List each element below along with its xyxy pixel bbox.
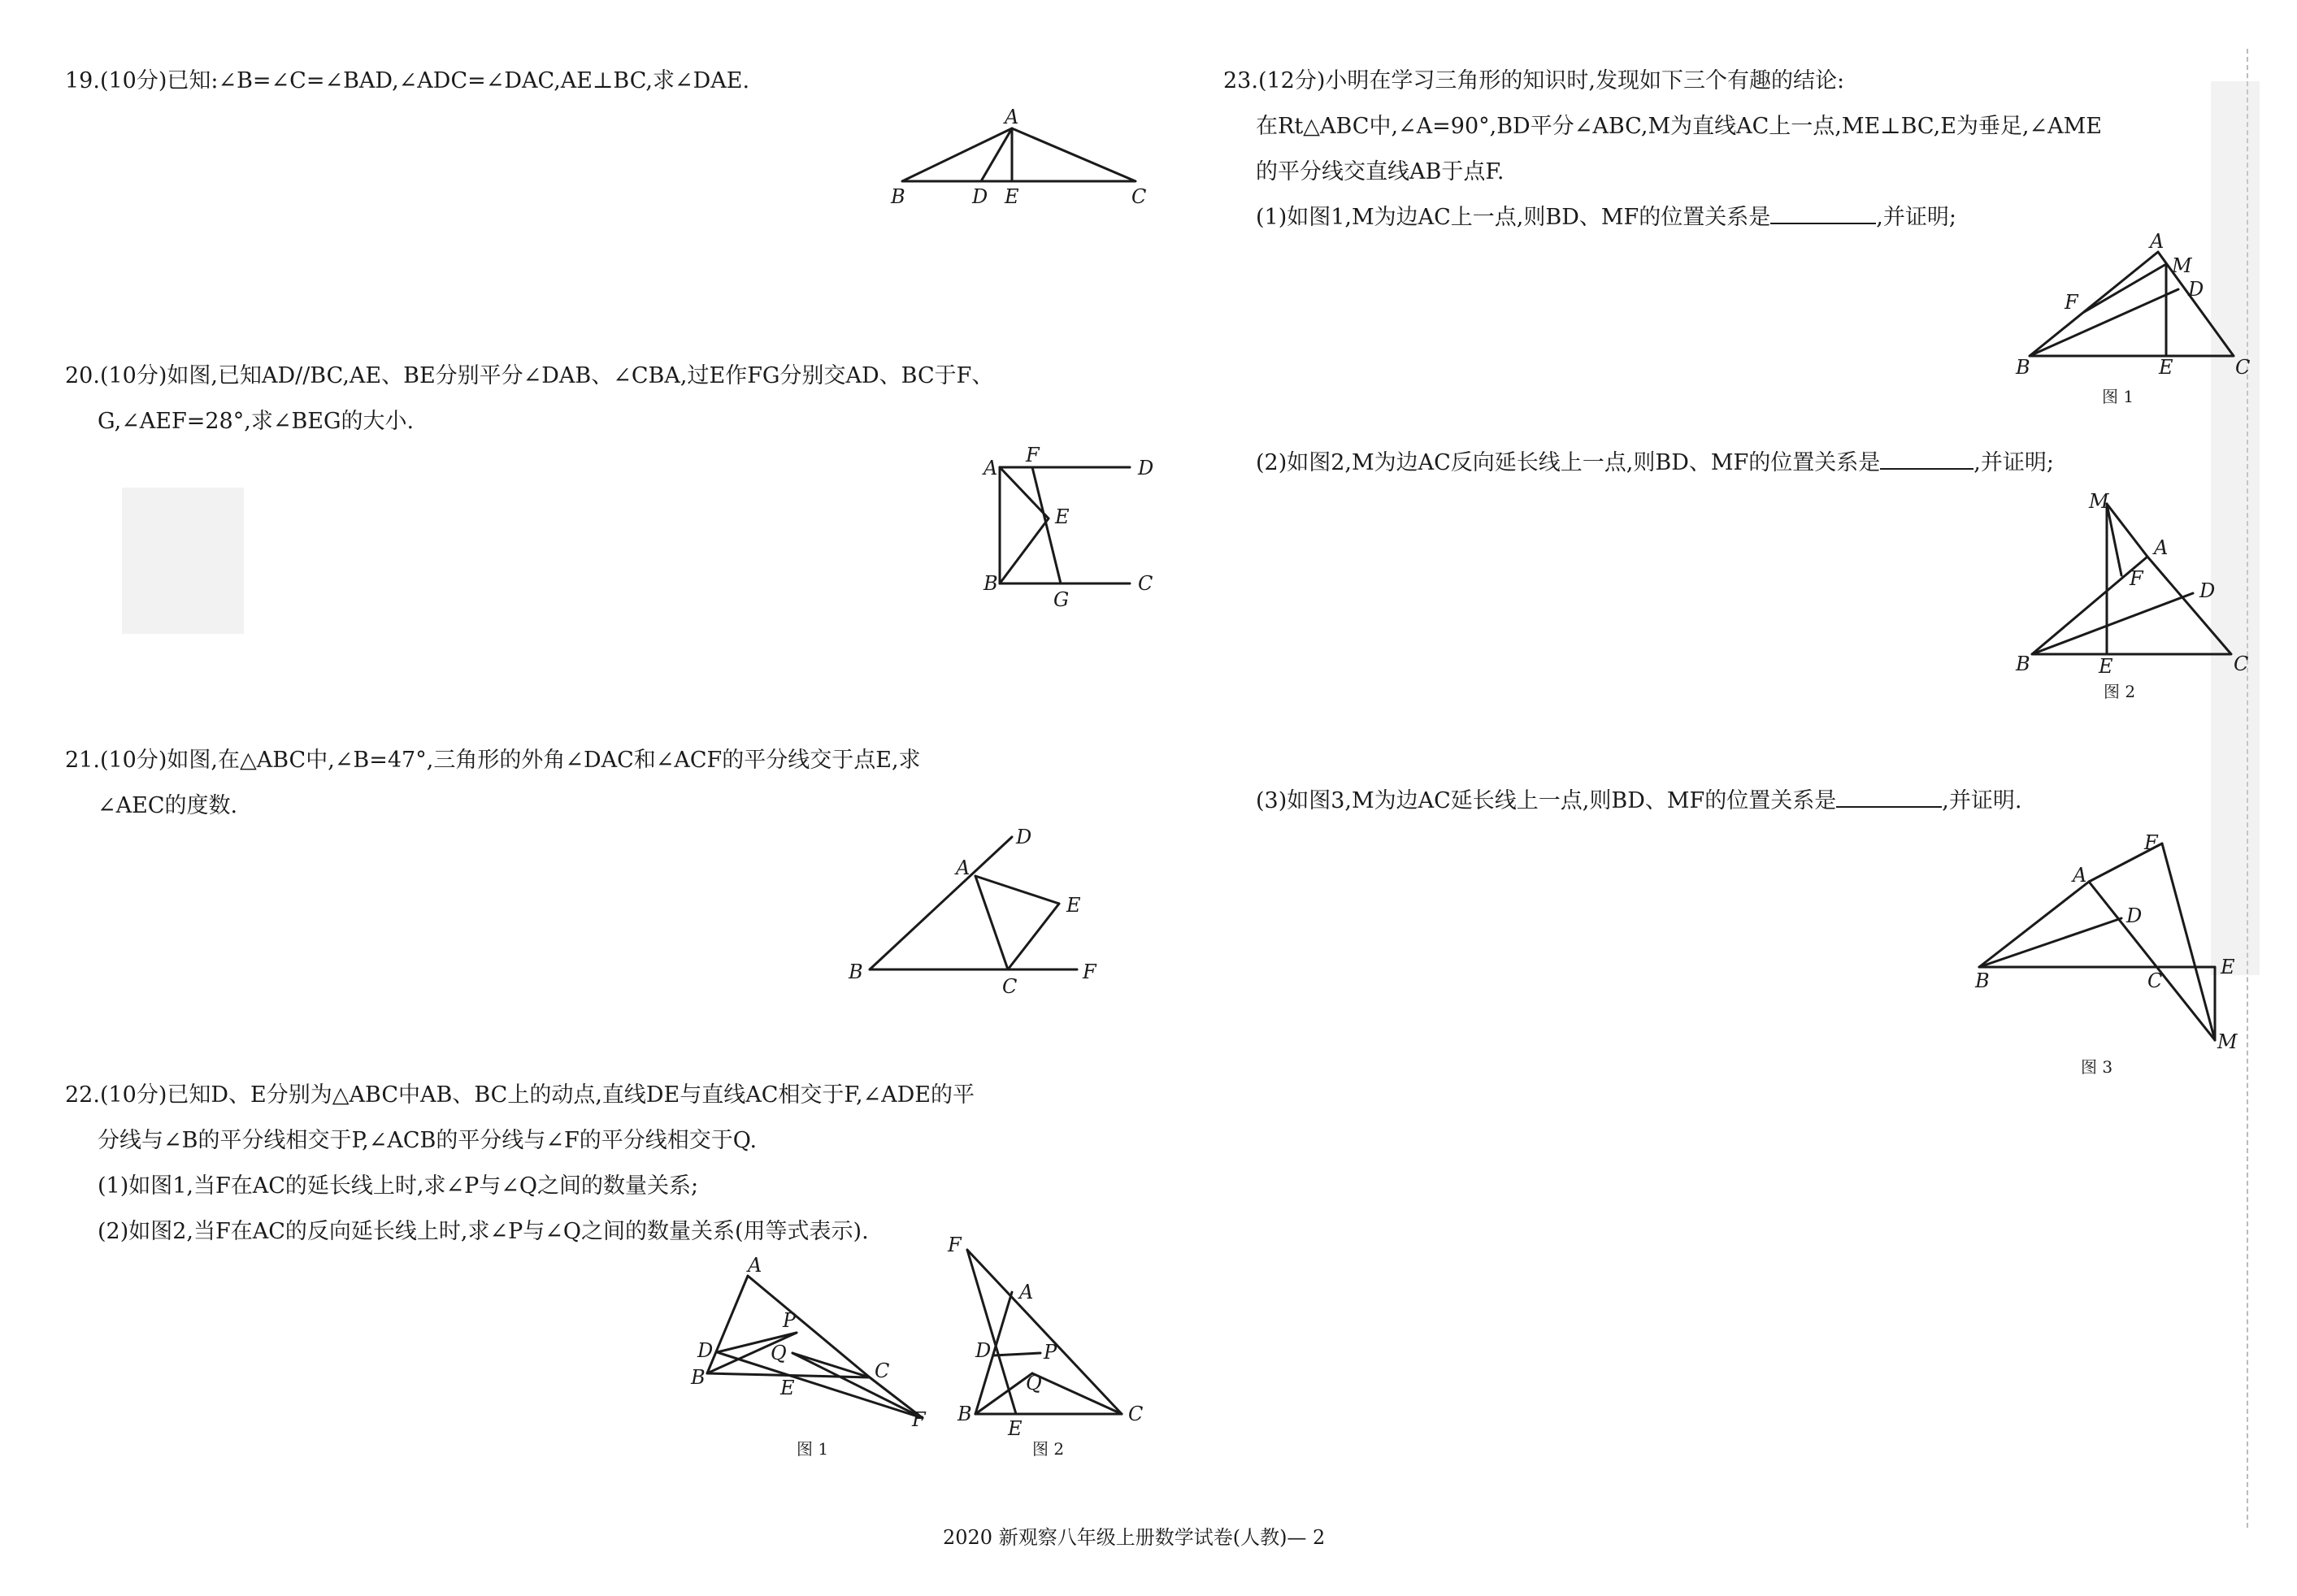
q23-f3-label-B: B: [1975, 969, 1990, 992]
q20-label-C: C: [1138, 572, 1153, 595]
q23-part1-pre: (1)如图1,M为边AC上一点,则BD、MF的位置关系是: [1256, 205, 1771, 230]
q22-f1-label-P: P: [783, 1309, 797, 1332]
q23-f1-label-D: D: [2188, 278, 2204, 301]
q21-label-C: C: [1002, 975, 1018, 998]
q23-f3-segment-BD: [1979, 918, 2121, 967]
q22-f2-label-Q: Q: [1026, 1372, 1042, 1394]
q22-f1-label-A: A: [748, 1254, 762, 1277]
q19-label-A: A: [1005, 106, 1019, 128]
q21-label-F: F: [1083, 961, 1096, 983]
q20-label-A: A: [983, 457, 998, 479]
q23-f1-label-A: A: [2150, 230, 2165, 253]
q23-figure-1: [2008, 228, 2251, 414]
q23-f2-label-M: M: [2089, 490, 2109, 513]
q20-segment-BE: [1000, 518, 1049, 583]
q23-f2-label-A: A: [2154, 536, 2169, 559]
q20-label-D: D: [1138, 457, 1154, 479]
q23-f1-segment-MF: [2084, 264, 2166, 312]
q22-f2-label-P: P: [1044, 1341, 1057, 1364]
q21-label-B: B: [849, 961, 863, 983]
question-19-text: 19.(10分)已知:∠B=∠C=∠BAD,∠ADC=∠DAC,AE⊥BC,求∠DAE.: [65, 68, 750, 93]
question-19: [65, 59, 1122, 104]
question-22-line1: 22.(10分)已知D、E分别为△ABC中AB、BC上的动点,直线DE与直线AC相交于F,∠ADE的平: [65, 1082, 975, 1108]
question-23: [1223, 59, 2256, 241]
q22-f1-label-Q: Q: [771, 1342, 787, 1364]
q20-figure: [967, 439, 1170, 618]
q23-part3-pre: (3)如图3,M为边AC延长线上一点,则BD、MF的位置关系是: [1256, 788, 1837, 813]
q23-part3-row: [1256, 778, 2231, 824]
question-23-line3: 的平分线交直线AB于点F.: [1256, 159, 1505, 184]
q20-segment-AE: [1000, 467, 1049, 518]
q23-fig2-caption: 图 2: [2104, 682, 2136, 701]
page-footer: 2020 新观察八年级上册数学试卷(人教)— 2: [943, 1526, 1326, 1549]
q22-f2-bisector-DP: [993, 1353, 1040, 1355]
q22-fig2-caption: 图 2: [1032, 1439, 1065, 1459]
q22-f2-label-B: B: [957, 1403, 972, 1425]
q23-f3-segment-BA: [1979, 882, 2089, 967]
q23-f2-label-E: E: [2099, 655, 2113, 678]
q19-label-C: C: [1131, 185, 1147, 208]
question-20: [65, 353, 1122, 445]
q19-triangle: [902, 128, 1135, 181]
q21-segment-CE: [1008, 904, 1059, 969]
q22-f1-label-E: E: [780, 1377, 795, 1399]
q23-f1-label-B: B: [2016, 356, 2030, 379]
q22-fig1-caption: 图 1: [797, 1439, 829, 1459]
q21-segment-AE: [975, 876, 1059, 904]
q23-fig3-caption: 图 3: [2081, 1057, 2113, 1077]
q23-part1-post: ,并证明;: [1876, 205, 1956, 230]
q22-f2-label-F: F: [948, 1234, 962, 1256]
q22-f1-bisector-CQ: [792, 1353, 870, 1377]
q23-f1-triangle: [2030, 252, 2234, 356]
q23-f1-label-C: C: [2235, 356, 2251, 379]
q23-f3-label-E: E: [2221, 956, 2235, 978]
q22-f2-label-E: E: [1008, 1417, 1023, 1440]
question-23-line1: 23.(12分)小明在学习三角形的知识时,发现如下三个有趣的结论:: [1223, 68, 1845, 93]
q23-figure-2: [2008, 488, 2251, 715]
q21-label-A: A: [956, 857, 970, 879]
q21-figure: [845, 821, 1114, 1000]
question-23-line2: 在Rt△ABC中,∠A=90°,BD平分∠ABC,M为直线AC上一点,ME⊥BC,E为垂足,∠AME: [1256, 114, 2102, 139]
q19-label-B: B: [891, 185, 905, 208]
q23-f3-segment-FM: [2162, 844, 2215, 1040]
q23-f1-label-F: F: [2065, 291, 2078, 314]
question-22-line2: 分线与∠B的平分线相交于P,∠ACB的平分线与∠F的平分线相交于Q.: [98, 1128, 758, 1153]
q23-f3-label-C: C: [2147, 969, 2163, 992]
q23-fig1-caption: 图 1: [2102, 387, 2134, 406]
q21-segment-BD: [870, 837, 1012, 969]
q20-label-F: F: [1026, 444, 1040, 466]
q19-label-D: D: [972, 185, 988, 208]
q23-figure-3: [1943, 821, 2243, 1089]
q23-part1-answer-blank[interactable]: [1770, 202, 1876, 224]
q22-f2-bisector-BQ: [975, 1373, 1032, 1414]
q23-f2-label-F: F: [2130, 567, 2143, 590]
q22-f1-label-C: C: [875, 1360, 890, 1382]
q23-f2-label-C: C: [2234, 653, 2249, 675]
q22-f2-label-C: C: [1128, 1403, 1144, 1425]
question-21: [65, 738, 1122, 829]
question-20-line2: G,∠AEF=28°,求∠BEG的大小.: [98, 409, 415, 434]
q22-f1-label-F: F: [912, 1408, 926, 1431]
q22-f2-bisector-CQ: [1032, 1373, 1122, 1414]
q21-label-D: D: [1016, 826, 1032, 848]
q23-f3-label-A: A: [2073, 864, 2087, 887]
q23-f3-label-F: F: [2144, 831, 2158, 854]
q23-f2-label-D: D: [2199, 579, 2216, 602]
q23-f3-label-D: D: [2126, 904, 2143, 927]
q23-f1-label-E: E: [2159, 356, 2173, 379]
q23-f3-label-M: M: [2217, 1030, 2238, 1053]
q23-f2-segment-BD: [2032, 593, 2193, 654]
question-22-part2: (2)如图2,当F在AC的反向延长线上时,求∠P与∠Q之间的数量关系(用等式表示).: [98, 1219, 869, 1244]
q20-label-G: G: [1053, 588, 1070, 611]
q23-part2-row: [1256, 440, 2231, 486]
q19-figure: [813, 106, 1154, 211]
scan-smudge: [122, 488, 244, 634]
q21-label-E: E: [1066, 894, 1081, 917]
q23-part2-answer-blank[interactable]: [1880, 447, 1974, 470]
question-23-part2: [1256, 440, 2231, 486]
q23-part2-pre: (2)如图2,M为边AC反向延长线上一点,则BD、MF的位置关系是: [1256, 450, 1881, 475]
q22-f2-label-D: D: [975, 1339, 992, 1362]
q20-label-E: E: [1055, 505, 1070, 528]
q22-f1-label-B: B: [691, 1366, 706, 1389]
q20-label-B: B: [983, 572, 998, 595]
q23-part2-post: ,并证明;: [1974, 450, 2054, 475]
q23-f2-label-B: B: [2016, 653, 2030, 675]
q21-segment-AC: [975, 876, 1008, 969]
question-21-line1: 21.(10分)如图,在△ABC中,∠B=47°,三角形的外角∠DAC和∠ACF的平分线交于点E,求: [65, 748, 921, 773]
q22-figure-2: [878, 1227, 1170, 1471]
question-23-part3: [1256, 778, 2231, 824]
q22-f2-label-A: A: [1019, 1281, 1034, 1303]
q23-part3-answer-blank[interactable]: [1836, 785, 1942, 808]
question-20-line1: 20.(10分)如图,已知AD//BC,AE、BE分别平分∠DAB、∠CBA,过E作FG分别交AD、BC于F、: [65, 363, 994, 388]
q23-part3-post: ,并证明.: [1942, 788, 2022, 813]
q23-f1-label-M: M: [2172, 254, 2192, 277]
q19-label-E: E: [1005, 185, 1019, 208]
q22-f1-label-D: D: [697, 1339, 714, 1362]
question-22-part1: (1)如图1,当F在AC的延长线上时,求∠P与∠Q之间的数量关系;: [98, 1173, 699, 1199]
question-21-line2: ∠AEC的度数.: [98, 793, 238, 818]
q23-f3-line-AM: [2089, 882, 2215, 1040]
